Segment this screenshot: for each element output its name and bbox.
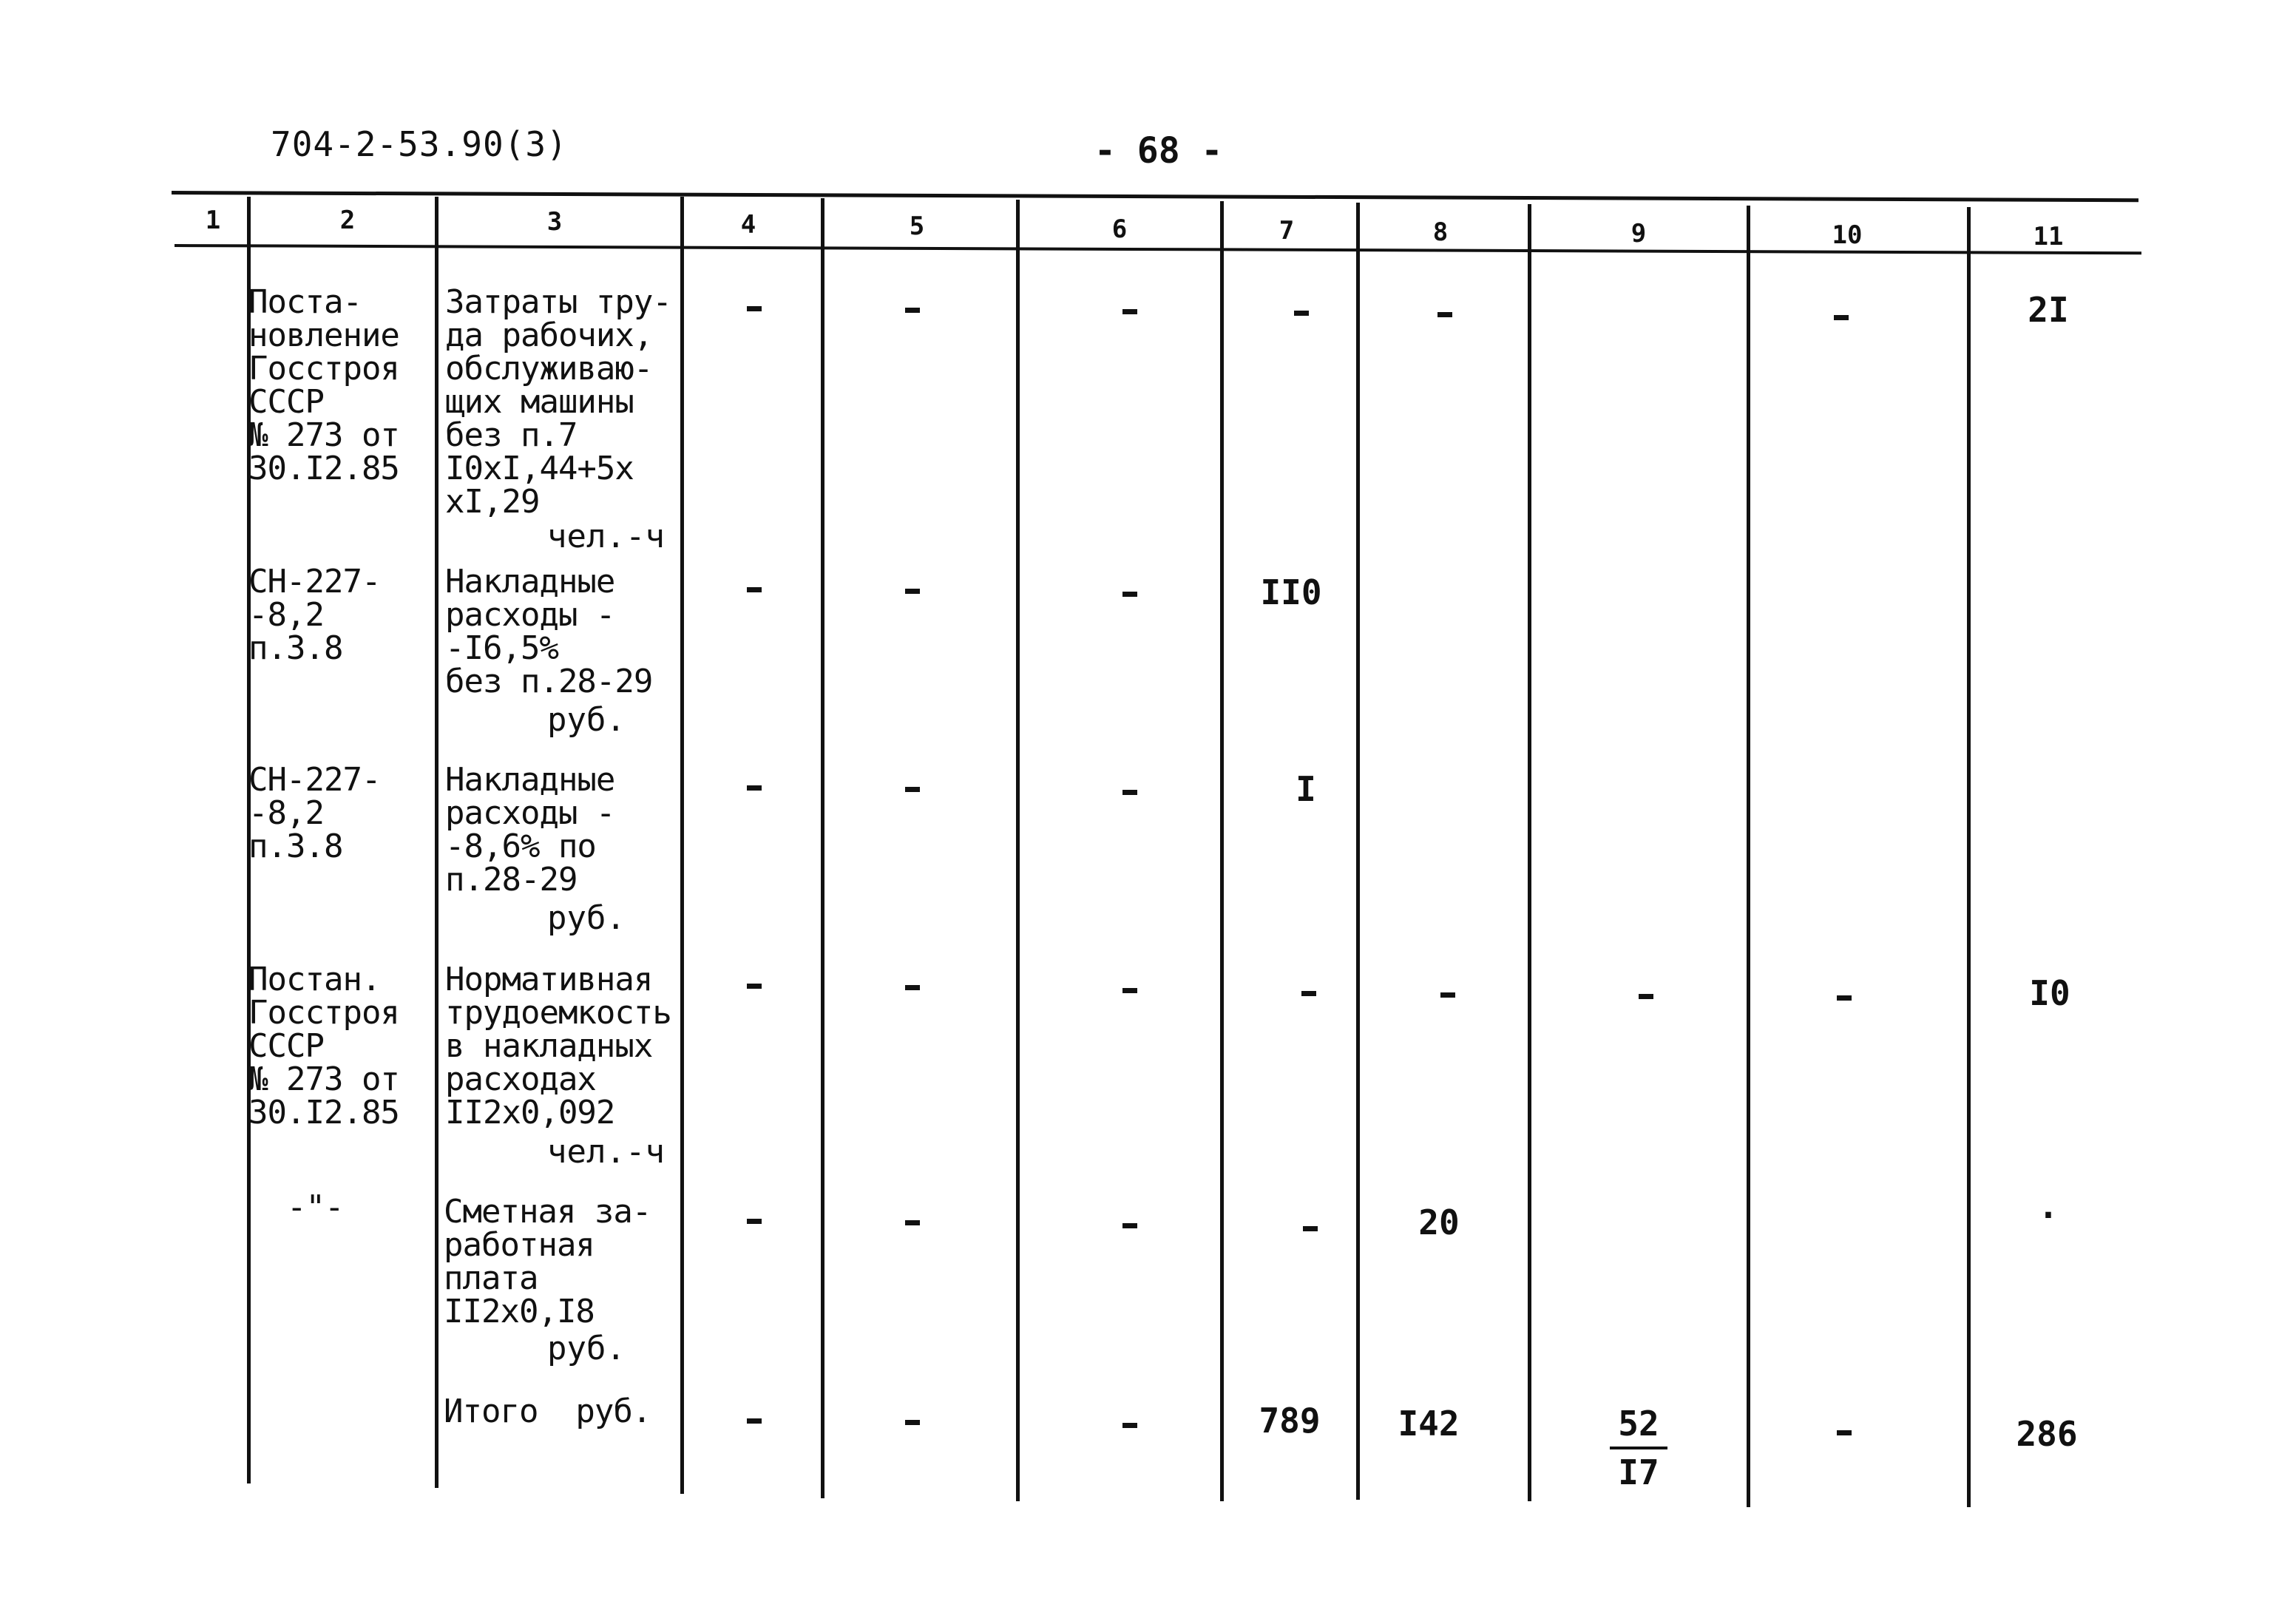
column-divider xyxy=(435,197,438,1488)
column-number-1: 1 xyxy=(205,206,221,235)
dash-mark xyxy=(1122,592,1137,597)
fraction-bar xyxy=(1610,1447,1667,1449)
page-number: - 68 - xyxy=(1094,130,1223,172)
table-row-description: Сметная за- работная плата II2x0,I8 xyxy=(444,1193,651,1330)
table-row-description: Накладные расходы - -8,6% по п.28-29 xyxy=(445,761,615,899)
table-total-col9-fraction xyxy=(1605,1402,1672,1494)
table-row-unit: руб. xyxy=(547,701,626,739)
column-number-9: 9 xyxy=(1630,219,1647,248)
column-number-10: 10 xyxy=(1832,220,1863,250)
dash-mark xyxy=(905,787,920,792)
table-total-col11: 286 xyxy=(2016,1414,2078,1454)
table-total-col8: I42 xyxy=(1398,1404,1460,1444)
table-cell-col7: II0 xyxy=(1260,572,1322,612)
dash-mark xyxy=(1639,994,1653,999)
table-row-basis: СН-227- -8,2 п.3.8 xyxy=(248,761,381,865)
document-code: 704-2-53.90(3) xyxy=(271,124,568,164)
dash-mark xyxy=(747,306,762,311)
column-divider xyxy=(1220,201,1224,1501)
dash-mark xyxy=(1122,988,1137,993)
dash-mark xyxy=(747,587,762,592)
dash-mark xyxy=(1440,992,1455,998)
table-row-description: Затраты тру- да рабочих, обслуживаю- щих машины без п.7 I0xI,44+5x xI,29 xyxy=(445,283,671,521)
table-total-label: Итого руб. xyxy=(444,1393,651,1430)
column-divider xyxy=(821,198,824,1498)
dash-mark xyxy=(1837,995,1852,1001)
dash-mark xyxy=(1122,1223,1137,1228)
dash-mark xyxy=(1834,315,1849,320)
table-row-basis: СН-227- -8,2 п.3.8 xyxy=(248,563,381,667)
table-row-basis: -"- xyxy=(287,1188,344,1226)
dash-mark xyxy=(747,984,762,989)
table-total-col7: 789 xyxy=(1259,1401,1321,1441)
column-number-2: 2 xyxy=(339,206,356,235)
table-row-unit: чел.-ч xyxy=(547,518,665,555)
column-divider xyxy=(1356,203,1360,1500)
column-divider xyxy=(1016,200,1020,1501)
dash-mark xyxy=(1303,1226,1318,1231)
table-row-basis: Постан. Госстроя СССР № 273 от 30.I2.85 xyxy=(248,961,399,1131)
dash-mark xyxy=(747,1418,762,1424)
dash-mark xyxy=(747,785,762,791)
table-row-unit: чел.-ч xyxy=(547,1133,665,1171)
column-number-7: 7 xyxy=(1279,216,1295,246)
column-number-5: 5 xyxy=(909,212,925,241)
dash-mark xyxy=(1122,309,1137,314)
dash-mark xyxy=(905,985,920,990)
dash-mark xyxy=(1837,1430,1852,1435)
table-cell-col8: 20 xyxy=(1418,1202,1460,1242)
table-cell-col11: I0 xyxy=(2029,973,2070,1013)
dash-mark xyxy=(905,1220,920,1225)
fraction-denominator: I7 xyxy=(1618,1452,1659,1492)
dash-mark xyxy=(1122,790,1137,795)
table-row-description: Нормативная трудоемкость в накладных расходах II2x0,092 xyxy=(445,961,671,1131)
column-number-8: 8 xyxy=(1432,217,1449,247)
dash-mark xyxy=(1294,311,1309,316)
table-row-description: Накладные расходы - -I6,5% без п.28-29 xyxy=(445,563,653,700)
column-divider xyxy=(1967,207,1971,1507)
fraction-numerator: 52 xyxy=(1618,1404,1659,1444)
column-number-3: 3 xyxy=(546,207,563,237)
column-divider xyxy=(1747,206,1750,1507)
column-number-6: 6 xyxy=(1111,214,1128,244)
table-row-basis: Поста- новление Госстроя СССР № 273 от 30.I2.85 xyxy=(248,283,399,487)
table-top-rule xyxy=(172,191,2138,202)
dash-mark xyxy=(747,1219,762,1224)
column-divider xyxy=(1528,204,1531,1501)
table-cell-col11: 2I xyxy=(2028,290,2069,330)
table-row-unit: руб. xyxy=(547,899,626,937)
dash-mark xyxy=(1122,1423,1137,1428)
column-number-4: 4 xyxy=(740,210,756,240)
table-row-unit: руб. xyxy=(547,1330,626,1367)
dash-mark xyxy=(905,589,920,594)
dash-mark xyxy=(905,308,920,313)
dash-mark xyxy=(1437,312,1452,317)
column-number-11: 11 xyxy=(2033,222,2064,251)
table-cell-col11: . xyxy=(2038,1186,2059,1226)
column-divider xyxy=(680,197,684,1494)
dash-mark xyxy=(905,1420,920,1425)
dash-mark xyxy=(1301,991,1316,996)
table-cell-col7: I xyxy=(1296,769,1316,809)
